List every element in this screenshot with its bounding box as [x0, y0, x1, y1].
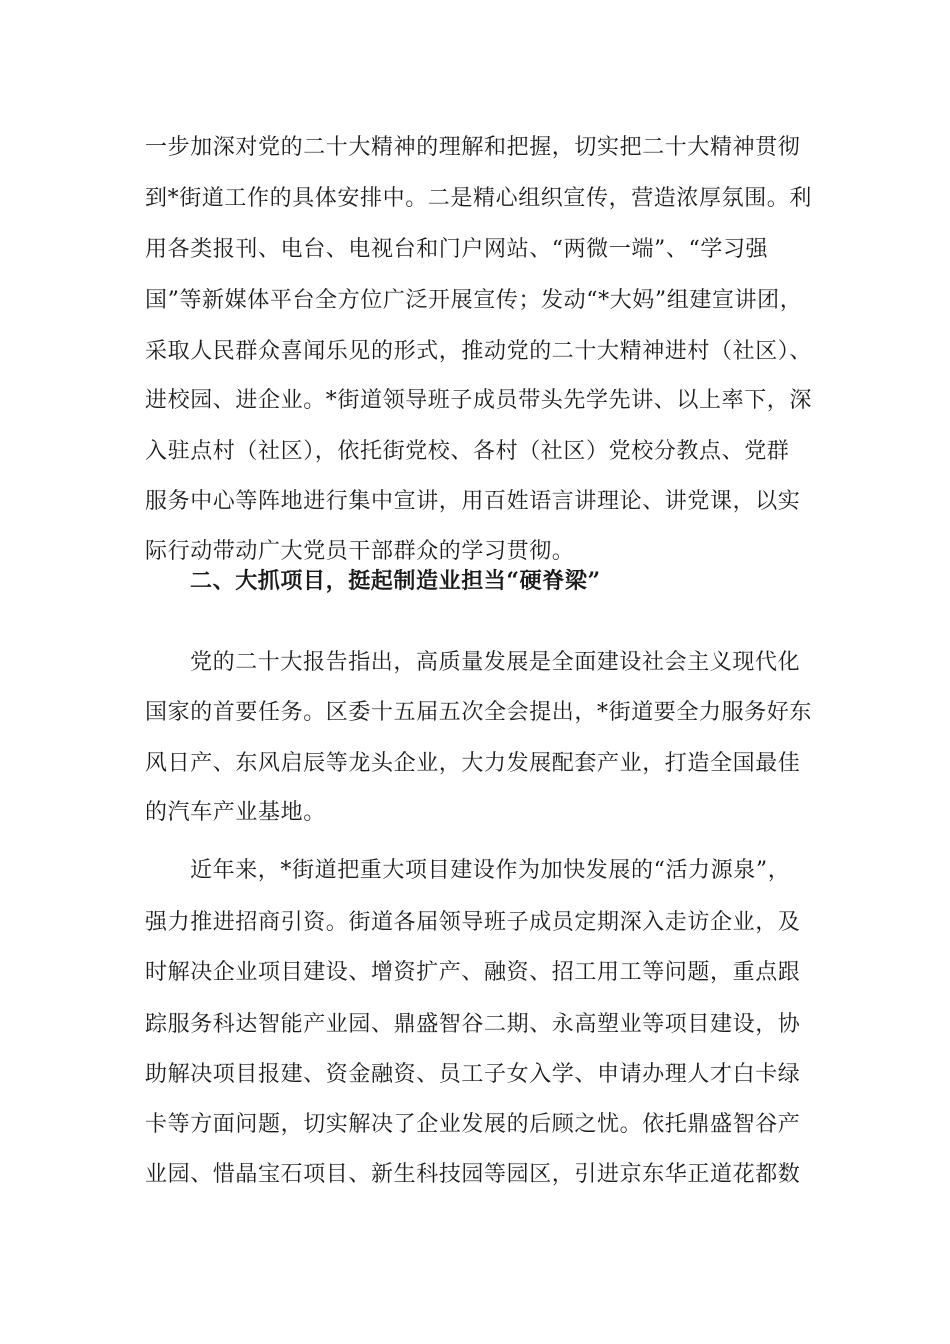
paragraph-line: 采取人民群众喜闻乐见的形式，推动党的二十大精神进村（社区）、 [145, 339, 813, 364]
paragraph-line: 业园、惜晶宝石项目、新生科技园等园区，引进京东华正道花都数 [145, 1162, 801, 1187]
paragraph-line: 卡等方面问题，切实解决了企业发展的后顾之忧。依托鼎盛智谷产 [145, 1112, 801, 1137]
paragraph-line: 进校园、进企业。*街道领导班子成员带头先学先讲、以上率下，深 [145, 388, 813, 413]
paragraph-line: 的汽车产业基地。 [145, 800, 326, 825]
paragraph-line: 时解决企业项目建设、增资扩产、融资、招工用工等问题，重点跟 [145, 960, 801, 985]
paragraph-line: 助解决项目报建、资金融资、员工子女入学、申请办理人才白卡绿 [145, 1062, 801, 1087]
paragraph-line: 际行动带动广大党员干部群众的学习贯彻。 [145, 539, 575, 564]
paragraph-line: 国家的首要任务。区委十五届五次全会提出，*街道要全力服务好东 [145, 700, 813, 725]
paragraph-line: 强力推进招商引资。街道各届领导班子成员定期深入走访企业，及 [145, 910, 801, 935]
paragraph-line: 用各类报刊、电台、电视台和门户网站、“两微一端”、“学习强 [145, 237, 769, 262]
paragraph-line: 党的二十大报告指出，高质量发展是全面建设社会主义现代化 [190, 650, 801, 675]
paragraph-line: 近年来，*街道把重大项目建设作为加快发展的“活力源泉”， [190, 858, 791, 883]
section-heading: 二、大抓项目，挺起制造业担当“硬脊梁” [190, 568, 601, 594]
paragraph-line: 国”等新媒体平台全方位广泛开展宣传；发动“*大妈”组建宣讲团， [145, 288, 803, 313]
paragraph-line: 入驻点村（社区），依托街党校、各村（社区）党校分教点、党群 [145, 439, 790, 464]
paragraph-line: 踪服务科达智能产业园、鼎盛智谷二期、永高塑业等项目建设，协 [145, 1012, 801, 1037]
paragraph-line: 风日产、东风启辰等龙头企业，大力发展配套产业，打造全国最佳 [145, 751, 801, 776]
paragraph-line: 到*街道工作的具体安排中。二是精心组织宣传，营造浓厚氛围。利 [145, 186, 813, 211]
paragraph-line: 一步加深对党的二十大精神的理解和把握，切实把二十大精神贯彻 [145, 135, 801, 160]
paragraph-line: 服务中心等阵地进行集中宣讲，用百姓语言讲理论、讲党课，以实 [145, 489, 801, 514]
